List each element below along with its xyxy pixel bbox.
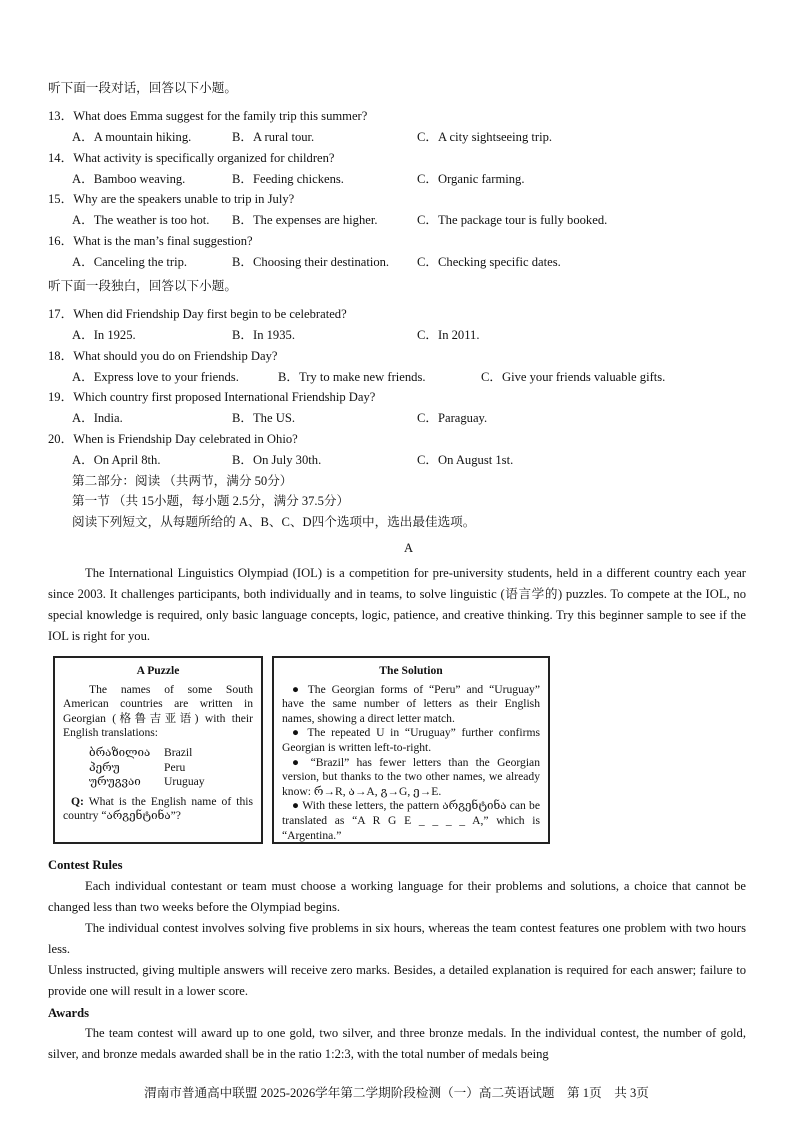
q13-option-a[interactable]: A．A mountain hiking.	[72, 130, 192, 144]
question-18: 18．What should you do on Friendship Day?	[48, 349, 278, 363]
q15-option-a[interactable]: A．The weather is too hot.	[72, 213, 210, 227]
puzzle-question: Q: What is the English name of this country “არგენტინა”?	[63, 794, 253, 823]
q16-option-a[interactable]: A．Canceling the trip.	[72, 255, 188, 269]
translation-row: ბრაზილია Brazil	[89, 745, 193, 759]
awards-heading: Awards	[48, 1006, 90, 1020]
q20-option-b[interactable]: B．On July 30th.	[232, 453, 322, 467]
puzzle-text: The names of some South American countries are written in Georgian (格鲁吉亚语) with their English translations:	[63, 682, 253, 740]
q13-option-c[interactable]: C．A city sightseeing trip.	[417, 130, 553, 144]
q20-option-a[interactable]: A．On April 8th.	[72, 453, 161, 467]
q16-option-c[interactable]: C．Checking specific dates.	[417, 255, 561, 269]
solution-bullet: ● “Brazil” has fewer letters than the Georgian version, but thanks to the two other names, we already know: რ→R, ა→A, გ→G, ე→E.	[282, 755, 540, 798]
question-14: 14．What activity is specifically organized for children?	[48, 151, 335, 165]
q15-option-b[interactable]: B．The expenses are higher.	[232, 213, 378, 227]
reading-part-title: 第二部分：阅读 （共两节，满分 50分）	[72, 474, 293, 488]
puzzle-title: A Puzzle	[136, 664, 180, 677]
q18-option-a[interactable]: A．Express love to your friends.	[72, 370, 239, 384]
q14-option-b[interactable]: B．Feeding chickens.	[232, 172, 344, 186]
q18-option-c[interactable]: C．Give your friends valuable gifts.	[481, 370, 666, 384]
q14-option-c[interactable]: C．Organic farming.	[417, 172, 525, 186]
question-13: 13．What does Emma suggest for the family trip this summer?	[48, 109, 368, 123]
rules-heading: Contest Rules	[48, 858, 123, 872]
question-19: 19．Which country first proposed International Friendship Day?	[48, 390, 376, 404]
reading-instruction: 阅读下列短文，从每题所给的 A、B、C、D四个选项中，选出最佳选项。	[72, 515, 476, 529]
rule-paragraph: The individual contest involves solving five problems in six hours, whereas the team contest features one problem with two hours less.	[48, 921, 746, 956]
dialogue-instruction: 听下面一段对话，回答以下小题。	[48, 81, 237, 95]
q13-option-b[interactable]: B．A rural tour.	[232, 130, 315, 144]
q18-option-b[interactable]: B．Try to make new friends.	[278, 370, 426, 384]
q20-option-c[interactable]: C．On August 1st.	[417, 453, 514, 467]
q17-option-c[interactable]: C．In 2011.	[417, 328, 480, 342]
question-20: 20．When is Friendship Day celebrated in Ohio?	[48, 432, 298, 446]
q17-option-a[interactable]: A．In 1925.	[72, 328, 136, 342]
q15-option-c[interactable]: C．The package tour is fully booked.	[417, 213, 608, 227]
q19-option-b[interactable]: B．The US.	[232, 411, 295, 425]
solution-bullet: ● The Georgian forms of “Peru” and “Uruguay” have the same number of letters as their English names, showing a direct letter match.	[282, 682, 540, 725]
q19-option-c[interactable]: C．Paraguay.	[417, 411, 488, 425]
solution-title: The Solution	[379, 664, 443, 677]
puzzle-box	[53, 656, 263, 844]
awards-paragraph: The team contest will award up to one gold, two silver, and three bronze medals. In the individual contest, the number of gold, silver, and bronze medals awarded shall be in the ratio 1:2:3, with the total number of medals being	[48, 1026, 746, 1061]
monologue-instruction: 听下面一段独白，回答以下小题。	[48, 279, 237, 293]
q19-option-a[interactable]: A．India.	[72, 411, 123, 425]
q16-option-b[interactable]: B．Choosing their destination.	[232, 255, 390, 269]
question-16: 16．What is the man’s final suggestion?	[48, 234, 253, 248]
solution-box	[272, 656, 550, 844]
question-15: 15．Why are the speakers unable to trip in July?	[48, 192, 295, 206]
page-footer: 渭南市普通高中联盟 2025-2026学年第二学期阶段检测（一）高二英语试题 第 1页 共 3页	[144, 1086, 649, 1100]
solution-bullet: ● The repeated U in “Uruguay” further confirms Georgian is written left-to-right.	[282, 726, 540, 754]
passage-intro: The International Linguistics Olympiad (IOL) is a competition for pre-university students, held in a different country each year since 2003. It challenges participants, both individually and in teams, to solve linguistic (语言学的) puzzles. To compete at the IOL, no special knowledge is required, only basic language concepts, logic, patience, and creative thinking. Try this beginner sample to see if the IOL is right for you.	[48, 566, 746, 643]
question-17: 17．When did Friendship Day first begin to be celebrated?	[48, 307, 347, 321]
q17-option-b[interactable]: B．In 1935.	[232, 328, 295, 342]
reading-section-title: 第一节 （共 15小题，每小题 2.5分，满分 37.5分）	[72, 494, 350, 508]
translation-row: ურუგვაი Uruguay	[89, 775, 205, 789]
rule-paragraph: Unless instructed, giving multiple answers will receive zero marks. Besides, a detailed explanation is required for each answer; failure to provide one will result in a lower score.	[48, 963, 746, 998]
solution-bullet: ● With these letters, the pattern არგენტინა can be translated as “A R G E _ _ _ _ A,” which is “Argentina.”	[282, 799, 540, 842]
passage-label: A	[404, 541, 414, 555]
rule-paragraph: Each individual contestant or team must choose a working language for their problems and solutions, a choice that cannot be changed less than two weeks before the Olympiad begins.	[48, 879, 746, 914]
q14-option-a[interactable]: A．Bamboo weaving.	[72, 172, 186, 186]
translation-row: პერუ Peru	[89, 760, 186, 774]
